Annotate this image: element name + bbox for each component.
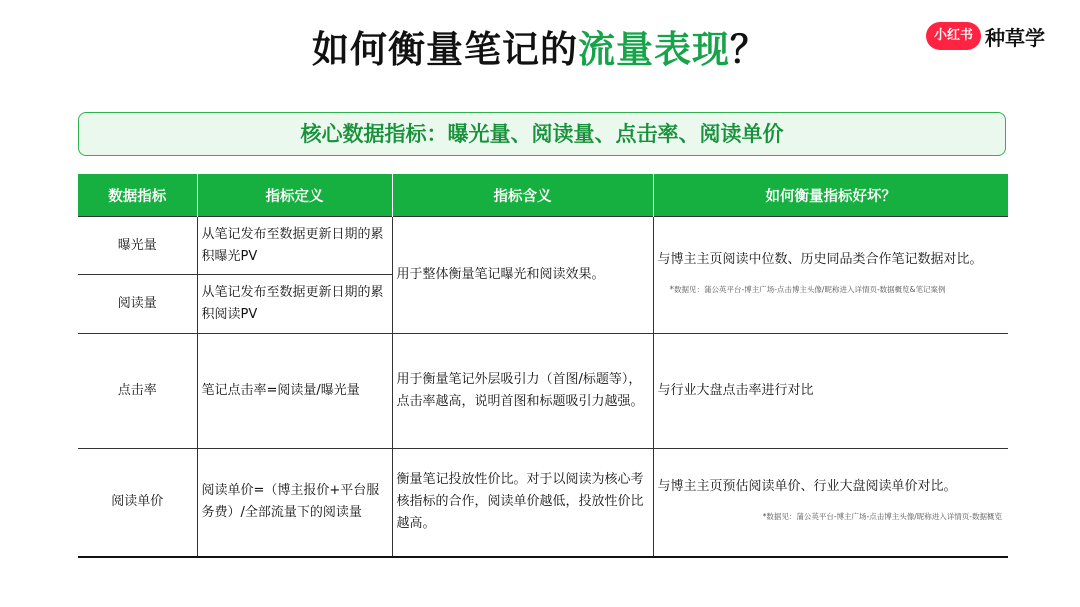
header-metric: 数据指标	[78, 174, 197, 217]
logo-text: 种草学	[985, 25, 1046, 50]
header-meaning: 指标含义	[392, 174, 653, 217]
header-judge: 如何衡量指标好坏？	[653, 174, 1008, 217]
judge-cell	[653, 217, 1008, 334]
judge-text: 与博主主页阅读中位数、历史同品类合作笔记数据对比。	[657, 252, 983, 267]
table-row	[78, 334, 1008, 449]
definition-cell: 从笔记发布至数据更新日期的累积阅读PV	[197, 275, 392, 334]
judge-cell: 与行业大盘点击率进行对比	[653, 334, 1008, 449]
definition-cell: 阅读单价=（博主报价+平台服务费）/全部流量下的阅读量	[197, 449, 392, 557]
metrics-table	[78, 174, 1008, 558]
metric-cell: 阅读单价	[78, 449, 197, 557]
definition-cell: 笔记点击率=阅读量/曝光量	[197, 334, 392, 449]
table-row	[78, 217, 1008, 275]
judge-text: 与博主主页预估阅读单价、行业大盘阅读单价对比。	[657, 479, 957, 495]
meaning-cell: 衡量笔记投放性价比。对于以阅读为核心考核指标的合作，阅读单价越低，投放性价比越高。	[392, 449, 653, 557]
page-title	[0, 26, 1080, 74]
judge-note-text: *数据见：蒲公英平台-博主广场-点击博主头像/昵称进入详情页-数据概览	[762, 512, 1002, 522]
judge-note-text: 数据见：蒲公英平台-博主广场-点击博主头像/昵称进入详情页-数据概览&笔记案例	[674, 285, 946, 294]
meaning-cell: 用于整体衡量笔记曝光和阅读效果。	[392, 217, 653, 334]
metric-cell: 点击率	[78, 334, 197, 449]
logo-badge: 小红书	[926, 22, 981, 50]
table-header-row	[78, 174, 1008, 217]
table-row	[78, 449, 1008, 557]
metric-cell: 曝光量	[78, 217, 197, 275]
judge-cell	[653, 449, 1008, 557]
definition-cell: 从笔记发布至数据更新日期的累积曝光PV	[197, 217, 392, 275]
header-definition: 指标定义	[197, 174, 392, 217]
title-highlight: 流量表现	[578, 28, 730, 71]
metric-cell: 阅读量	[78, 275, 197, 334]
judge-note: *数据见：蒲公英平台-博主广场-点击博主头像/昵称进入详情页-数据概览&笔记案例	[669, 285, 946, 295]
subtitle-banner: 核心数据指标：曝光量、阅读量、点击率、阅读单价	[78, 112, 1006, 156]
title-prefix: 如何衡量笔记的	[312, 28, 578, 71]
meaning-cell: 用于衡量笔记外层吸引力（首图/标题等），点击率越高，说明首图和标题吸引力越强。	[392, 334, 653, 449]
title-suffix: ？	[730, 28, 768, 71]
brand-logo	[926, 21, 1045, 51]
